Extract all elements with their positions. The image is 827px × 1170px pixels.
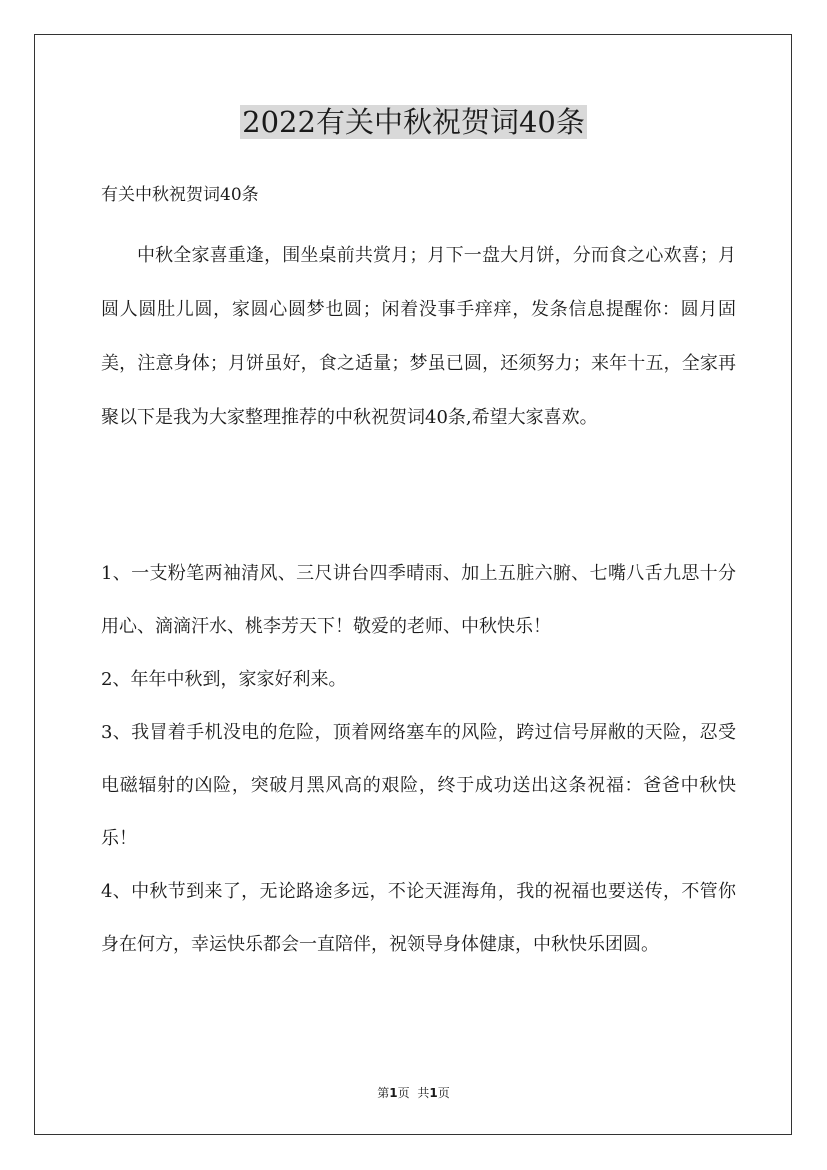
document-title (0, 102, 827, 142)
total-pages: 1 (429, 1086, 438, 1100)
list-item: 2、年年中秋到，家家好利来。 (101, 669, 347, 690)
document-subtitle: 有关中秋祝贺词40条 (101, 185, 259, 205)
total-prefix: 共 (417, 1086, 430, 1100)
page-footer (0, 1084, 827, 1102)
page-suffix: 页 (397, 1086, 410, 1100)
list-item: 4、中秋节到来了，无论路途多远，不论天涯海角，我的祝福也要送传，不管你身在何方，幸运快乐都会一直陪伴，祝领导身体健康，中秋快乐团圆。 (101, 881, 736, 955)
greeting-list (101, 547, 736, 971)
page-number: 1 (389, 1086, 398, 1100)
total-suffix: 页 (437, 1086, 450, 1100)
list-item: 3、我冒着手机没电的危险，顶着网络塞车的风险，跨过信号屏敝的天险，忍受电磁辐射的凶险，突破月黑风高的艰险，终于成功送出这条祝福：爸爸中秋快乐！ (101, 722, 736, 849)
list-item: 1、一支粉笔两袖清风、三尺讲台四季晴雨、加上五脏六腑、七嘴八舌九思十分用心、滴滴汗水、桃李芳天下！敬爱的老师、中秋快乐！ (101, 563, 736, 637)
intro-paragraph: 中秋全家喜重逢，围坐桌前共赏月；月下一盘大月饼，分而食之心欢喜；月圆人圆肚儿圆，家圆心圆梦也圆；闲着没事手痒痒，发条信息提醒你：圆月固美，注意身体；月饼虽好，食之适量；梦虽已圆，还须努力；来年十五，全家再聚以下是我为大家整理推荐的中秋祝贺词40条,希望大家喜欢。 (101, 245, 736, 428)
page-prefix: 第 (377, 1086, 390, 1100)
document-title-text: 2022有关中秋祝贺词40条 (242, 105, 585, 139)
